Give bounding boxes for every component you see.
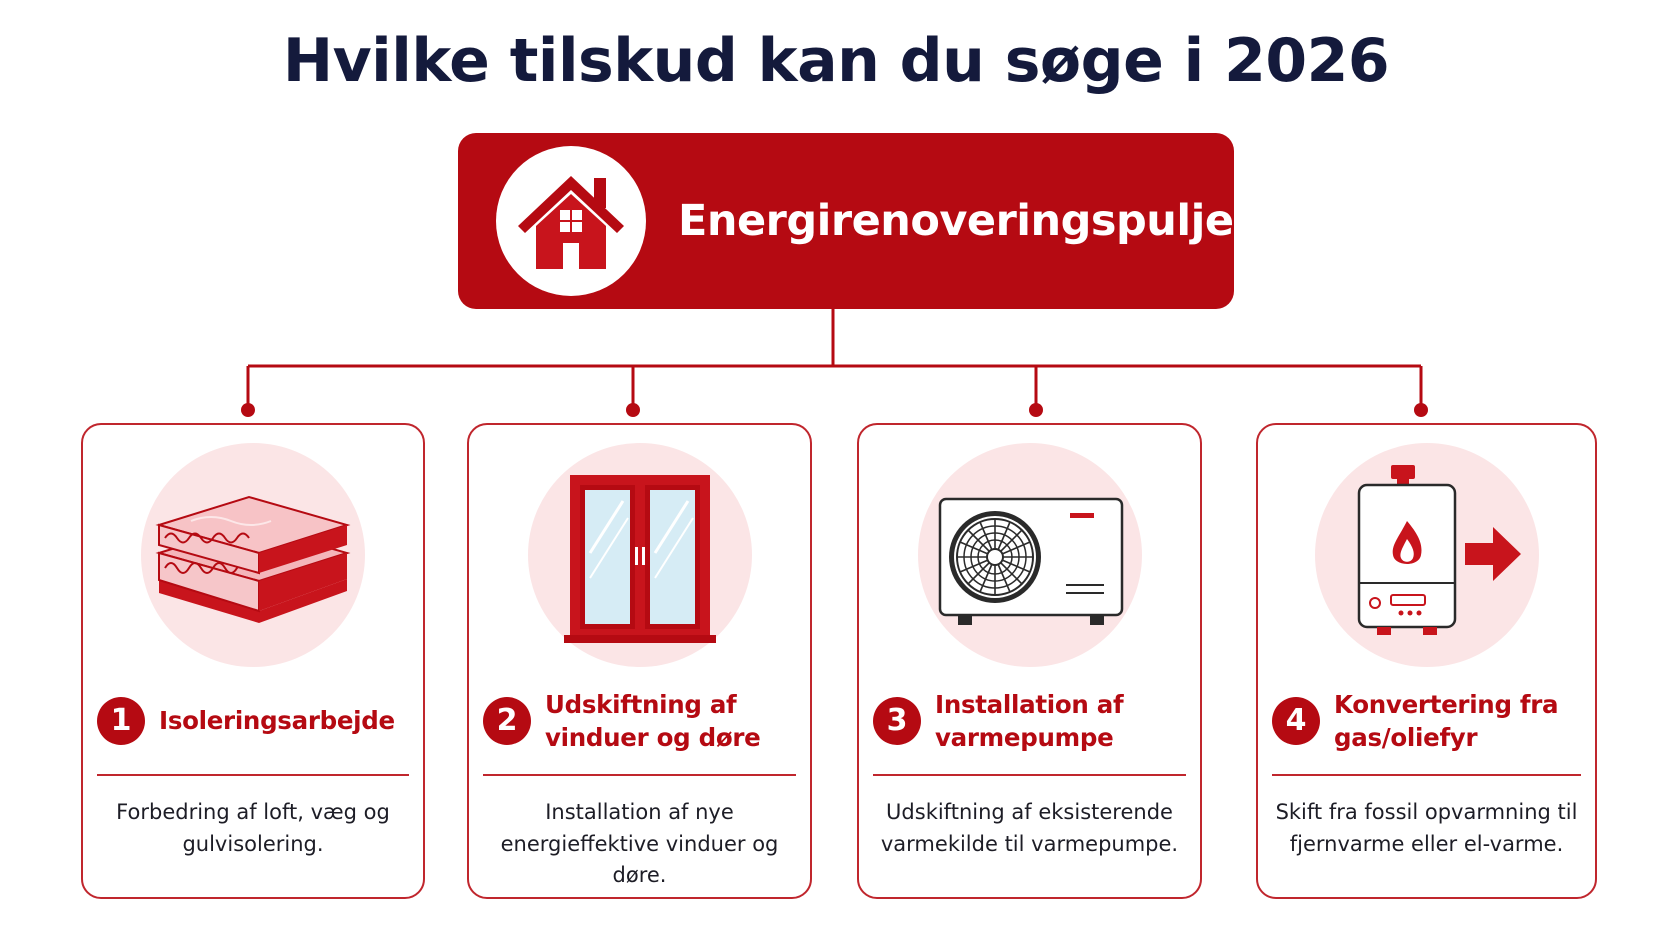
card-icon-circle [1315, 443, 1539, 667]
number-badge: 3 [873, 697, 921, 745]
number-badge: 4 [1272, 697, 1320, 745]
card-title: Udskiftning af vinduer og døre [545, 689, 761, 752]
gas-boiler-icon [1315, 443, 1539, 667]
card-description: Skift fra fossil opvarmning til fjernvarme eller el-varme. [1275, 800, 1578, 856]
card-head [873, 677, 1186, 765]
card-description: Udskiftning af eksisterende varmekilde til varmepumpe. [880, 800, 1179, 856]
card-gas-oil-conversion [1256, 423, 1597, 899]
card-icon-circle [528, 443, 752, 667]
insulation-icon [141, 443, 365, 667]
connector-dot [1029, 403, 1043, 417]
divider [1272, 774, 1581, 776]
card-windows-doors [467, 423, 812, 899]
card-head [483, 677, 796, 765]
card-icon-circle [918, 443, 1142, 667]
card-icon-circle [141, 443, 365, 667]
card-title: Isoleringsarbejde [159, 706, 395, 736]
divider [97, 774, 409, 776]
card-heat-pump [857, 423, 1202, 899]
page-title: Hvilke tilskud kan du søge i 2026 [282, 26, 1390, 96]
card-head [97, 677, 409, 765]
connector-dot [241, 403, 255, 417]
card-title: Installation af varmepumpe [935, 689, 1124, 752]
card-description: Forbedring af loft, væg og gulvisolering. [116, 800, 390, 856]
hub-title: Energirenoveringspuljen [678, 196, 1264, 246]
divider [483, 774, 796, 776]
card-insulation [81, 423, 425, 899]
heat-pump-icon [918, 443, 1142, 667]
connector-dot [626, 403, 640, 417]
divider [873, 774, 1186, 776]
connector-dot [1414, 403, 1428, 417]
number-badge: 2 [483, 697, 531, 745]
card-head [1272, 677, 1581, 765]
window-icon [528, 443, 752, 667]
number-badge: 1 [97, 697, 145, 745]
card-title: Konvertering fra gas/oliefyr [1334, 689, 1559, 752]
card-description: Installation af nye energieffektive vinduer og døre. [500, 800, 779, 887]
